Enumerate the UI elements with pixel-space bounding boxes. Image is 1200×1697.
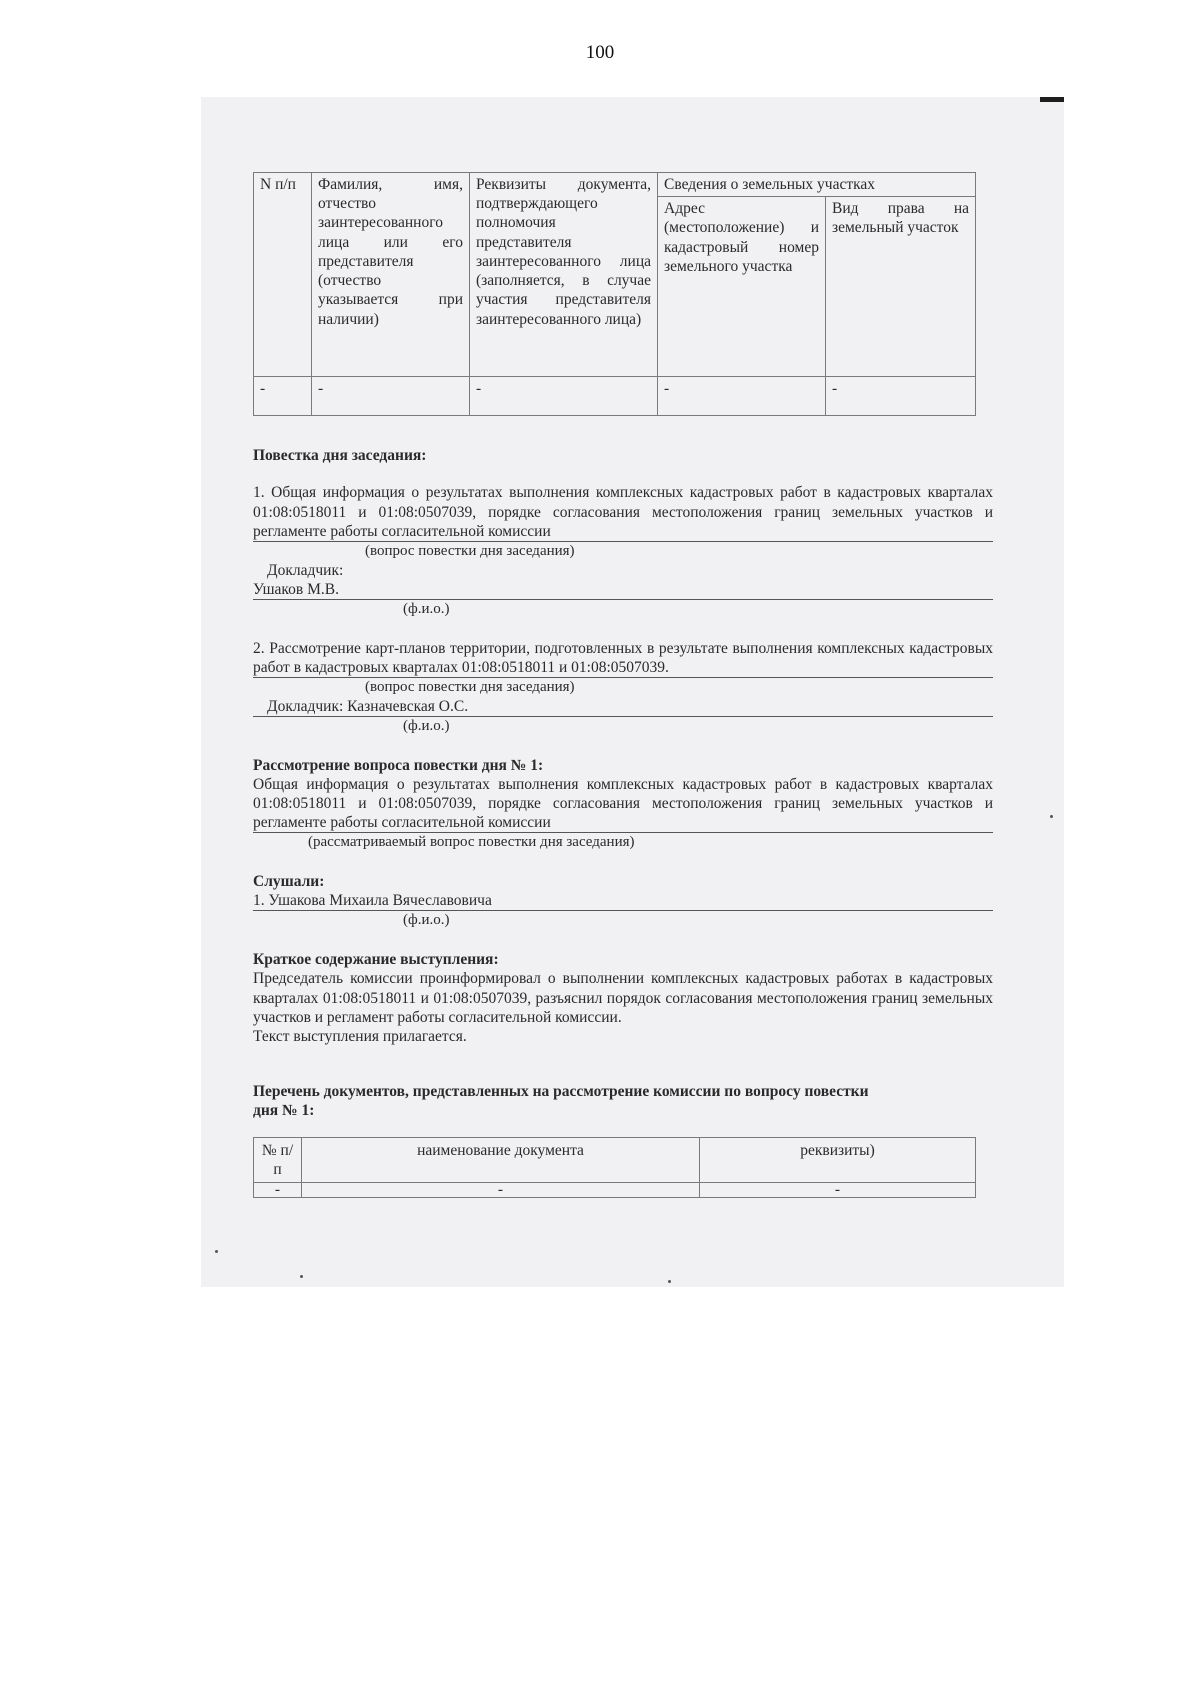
table-cell: - [470, 377, 658, 416]
speaker-2: Докладчик: Казначевская О.С. [253, 697, 993, 717]
agenda-item-2-caption: (вопрос повестки дня заседания) [365, 679, 575, 696]
table-cell: - [254, 377, 312, 416]
scan-speck [215, 1250, 218, 1253]
scan-speck [668, 1280, 671, 1283]
land-plots-group-header: Сведения о земельных участках [658, 173, 976, 197]
participants-table [253, 172, 976, 416]
summary-note: Текст выступления прилагается. [253, 1027, 467, 1045]
scan-speck [1050, 815, 1053, 818]
consideration-text: Общая информация о результатах выполнения комплексных кадастровых работ в кадастровых кварталах 01:08:0518011 и 01:08:0507039, порядке согласования местоположения границ земельных участков и регламенте работы согласительной комиссии [253, 775, 993, 834]
documents-title: Перечень документов, представленных на рассмотрение комиссии по вопросу повестки дня № 1: [253, 1083, 869, 1120]
table-cell: - [302, 1183, 700, 1198]
table-cell: - [312, 377, 470, 416]
documents-col-number: № п/п [254, 1137, 302, 1182]
agenda-title: Повестка дня заседания: [253, 447, 427, 465]
agenda-item-2: 2. Рассмотрение карт-планов территории, подготовленных в результате выполнения комплексных кадастровых работ в кадастровых кварталах 01:08:0518011 и 01:08:0507039. [253, 639, 993, 678]
summary-title: Краткое содержание выступления: [253, 951, 499, 969]
speaker-caption: (ф.и.о.) [403, 601, 450, 618]
scan-edge-mark [1040, 97, 1064, 102]
col-right-type-header: Вид права на земельный участок [826, 197, 976, 377]
heard-person: 1. Ушакова Михаила Вячеславовича [253, 891, 993, 911]
summary-text: Председатель комиссии проинформировал о выполнении комплексных кадастровых работах в кадастровых кварталах 01:08:0518011 и 01:08:0507039, разъяснил порядок согласования местоположения границ земельных участков и регламент работы согласительной комиссии. [253, 970, 993, 1026]
col-document-header: Реквизиты документа, подтверждающего полномочия представителя заинтересованного лица (заполняется, в случае участия представителя заинтересованного лица) [470, 173, 658, 377]
col-name-header: Фамилия, имя, отчество заинтересованного лица или его представителя (отчество указывается при наличии) [312, 173, 470, 377]
consideration-title: Рассмотрение вопроса повестки дня № 1: [253, 756, 544, 774]
table-cell: - [254, 1183, 302, 1198]
heard-caption: (ф.и.о.) [403, 912, 450, 929]
document-body [253, 172, 993, 1198]
table-row [254, 377, 976, 416]
documents-col-details: реквизиты) [700, 1137, 976, 1182]
consideration-caption: (рассматриваемый вопрос повестки дня заседания) [308, 834, 635, 851]
speaker-2-caption: (ф.и.о.) [403, 717, 450, 734]
col-address-header: Адрес (местоположение) и кадастровый номер земельного участка [658, 197, 826, 377]
documents-table [253, 1137, 976, 1198]
speaker-name: Ушаков М.В. [253, 580, 993, 600]
table-cell: - [658, 377, 826, 416]
table-row [254, 1183, 976, 1198]
speaker-label: Докладчик: [267, 561, 344, 579]
table-cell: - [700, 1183, 976, 1198]
scan-speck [300, 1275, 303, 1278]
table-cell: - [826, 377, 976, 416]
heard-title: Слушали: [253, 873, 325, 891]
col-number-header: N п/п [254, 173, 312, 377]
documents-col-name: наименование документа [302, 1137, 700, 1182]
agenda-item-1: 1. Общая информация о результатах выполнения комплексных кадастровых работ в кадастровых кварталах 01:08:0518011 и 01:08:0507039, порядке согласования местоположения границ земельных участков и регламенте работы согласительной комиссии [253, 483, 993, 542]
agenda-item-1-caption: (вопрос повестки дня заседания) [365, 543, 575, 560]
page-number: 100 [585, 42, 615, 63]
